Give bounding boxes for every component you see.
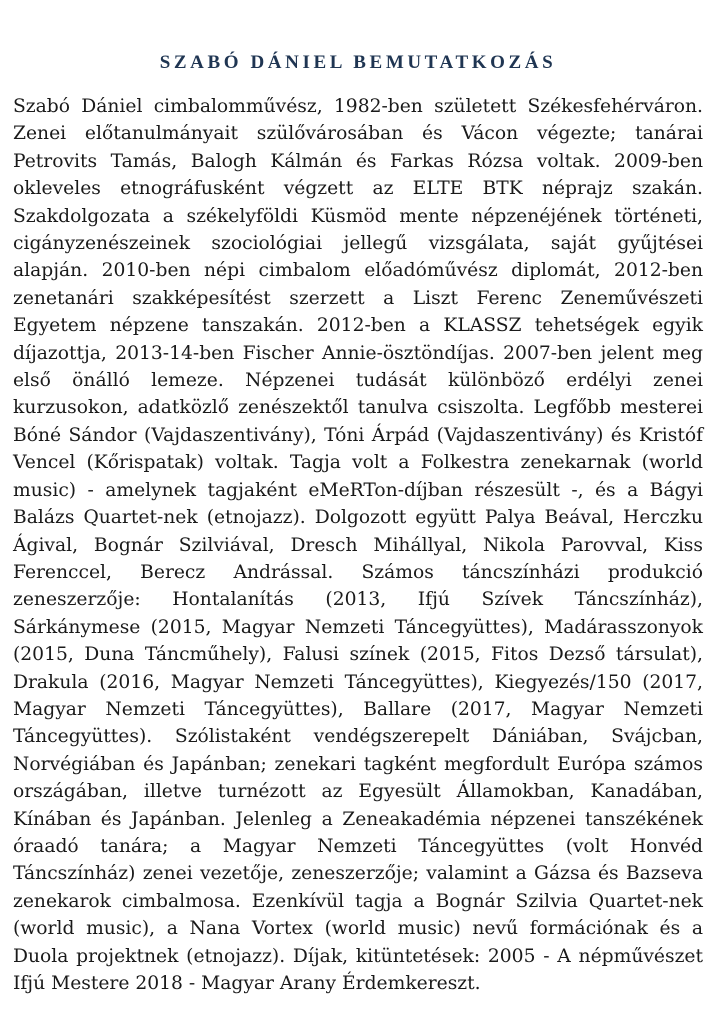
document-title: SZABÓ DÁNIEL BEMUTATKOZÁS [159, 52, 557, 73]
biography-paragraph: Szabó Dániel cimbalomművész, 1982-ben született Székesfehérváron. Zenei előtanulmányait szülővárosában és Vácon végezte; tanárai Petrovits Tamás, Balogh Kálmán és Farkas Rózsa voltak. 2009-ben okleveles etnográfusként végzett az ELTE BTK néprajz szakán. Szakdolgozata a székelyföldi Küsmöd mente népzenéjének történeti, cigányzenészeinek szociológiai jellegű vizsgálata, saját gyűjtései alapján. 2010-ben népi cimbalom előadóművész diplomát, 2012-ben zenetanári szakképesítést szerzett a Liszt Ferenc Zeneművészeti Egyetem népzene tanszakán. 2012-ben a KLASSZ tehetségek egyik díjazottja, 2013-14-ben Fischer Annie-ösztöndíjas. 2007-ben jelent meg első önálló lemeze. Népzenei tudását különböző erdélyi zenei kurzusokon, adatközlő zenészektől tanulva csiszolta. Legfőbb mesterei Bóné Sándor (Vajdaszentivány), Tóni Árpád (Vajdaszentivány) és Kristóf Vencel (Kőrispatak) voltak. Tagja volt a Folkestra zenekarnak (world music) - amelynek tagjaként eMeRTon-díjban részesült -, és a Bágyi Balázs Quartet-nek (etnojazz). Dolgozott együtt Palya Beával, Herczku Ágival, Bognár Szilviával, Dresch Mihállyal, Nikola Parovval, Kiss Ferenccel, Berecz Andrással. Számos táncszínházi produkció zeneszerzője: Hontalanítás (2013, Ifjú Szívek Táncszínház), Sárkánymese (2015, Magyar Nemzeti Táncegyüttes), Madárasszonyok (2015, Duna Táncműhely), Falusi színek (2015, Fitos Dezső társulat), Drakula (2016, Magyar Nemzeti Táncegyüttes), Kiegyezés/150 (2017, Magyar Nemzeti Táncegyüttes), Ballare (2017, Magyar Nemzeti Táncegyüttes). Szólistaként vendégszerepelt Dániában, Svájcban, Norvégiában és Japánban; zenekari tagként megfordult Európa számos országában, illetve turnézott az Egyesült Államokban, Kanadában, Kínában és Japánban. Jelenleg a Zeneakadémia népzenei tanszékének óraadó tanára; a Magyar Nemzeti Táncegyüttes (volt Honvéd Táncszínház) zenei vezetője, zeneszerzője; valamint a Gázsa és Bazseva zenekarok cimbalmosa. Ezenkívül tagja a Bognár Szilvia Quartet-nek (world music), a Nana Vortex (world music) nevű formációnak és a Duola projektnek (etnojazz). Díjak, kitüntetések: 2005 - A népművészet Ifjú Mestere 2018 - Magyar Arany Érdemkereszt. [13, 96, 703, 994]
